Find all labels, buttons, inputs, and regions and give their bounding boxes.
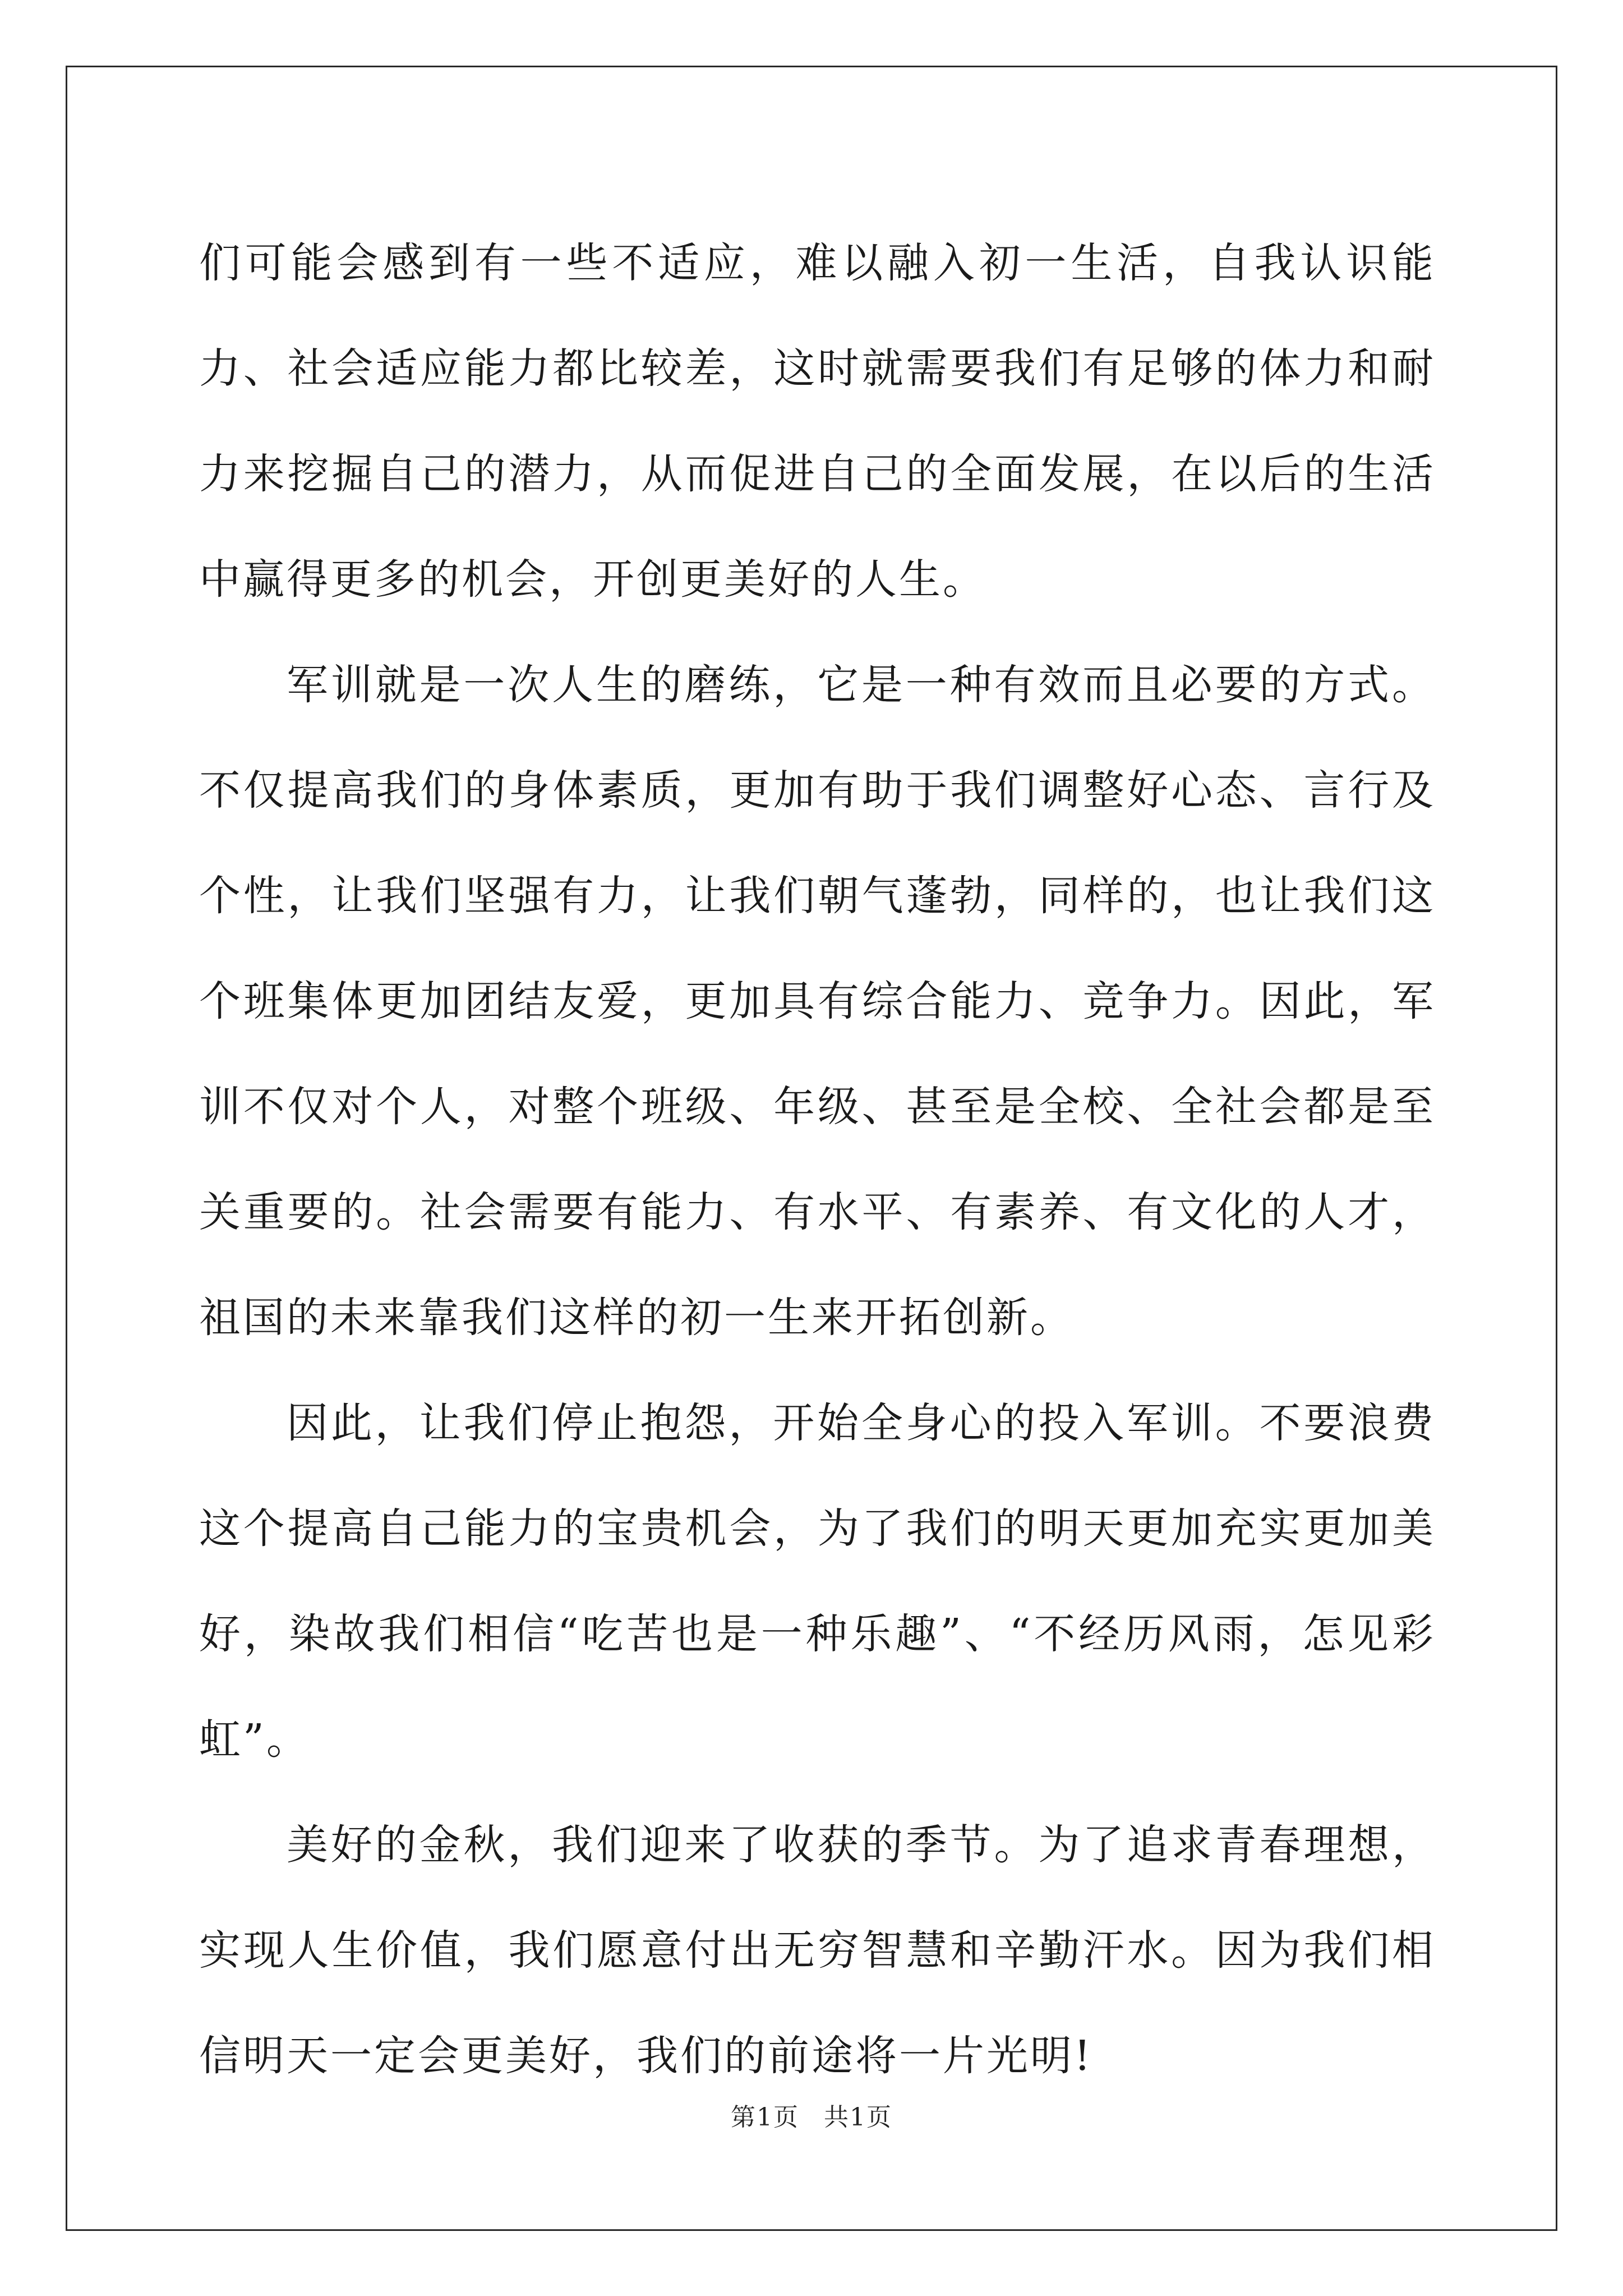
- page-number: 第1页: [731, 2103, 799, 2132]
- page-total: 共1页: [824, 2103, 892, 2132]
- paragraph-3: 因此，让我们停止抱怨，开始全身心的投入军训。不要浪费这个提高自己能力的宝贵机会，为了我们的明天更加充实更加美好，染故我们相信“吃苦也是一种乐趣”、“不经历风雨，怎见彩虹”。: [199, 1399, 1436, 1764]
- paragraph-1: 们可能会感到有一些不适应，难以融入初一生活，自我认识能力、社会适应能力都比较差，这时就需要我们有足够的体力和耐力来挖掘自己的潜力，从而促进自己的全面发展，在以后的生活中赢得更多的机会，开创更美好的人生。: [199, 239, 1436, 604]
- document-body: [199, 210, 1436, 2109]
- page-footer: [0, 2097, 1623, 2133]
- paragraph-2: 军训就是一次人生的磨练，它是一种有效而且必要的方式。不仅提高我们的身体素质，更加有助于我们调整好心态、言行及个性，让我们坚强有力，让我们朝气蓬勃，同样的，也让我们这个班集体更加团结友爱，更加具有综合能力、竞争力。因此，军训不仅对个人，对整个班级、年级、甚至是全校、全社会都是至关重要的。社会需要有能力、有水平、有素养、有文化的人才，祖国的未来靠我们这样的初一生来开拓创新。: [199, 661, 1436, 1342]
- paragraph-4: 美好的金秋，我们迎来了收获的季节。为了追求青春理想，实现人生价值，我们愿意付出无穷智慧和辛勤汗水。因为我们相信明天一定会更美好，我们的前途将一片光明!: [199, 1821, 1436, 2080]
